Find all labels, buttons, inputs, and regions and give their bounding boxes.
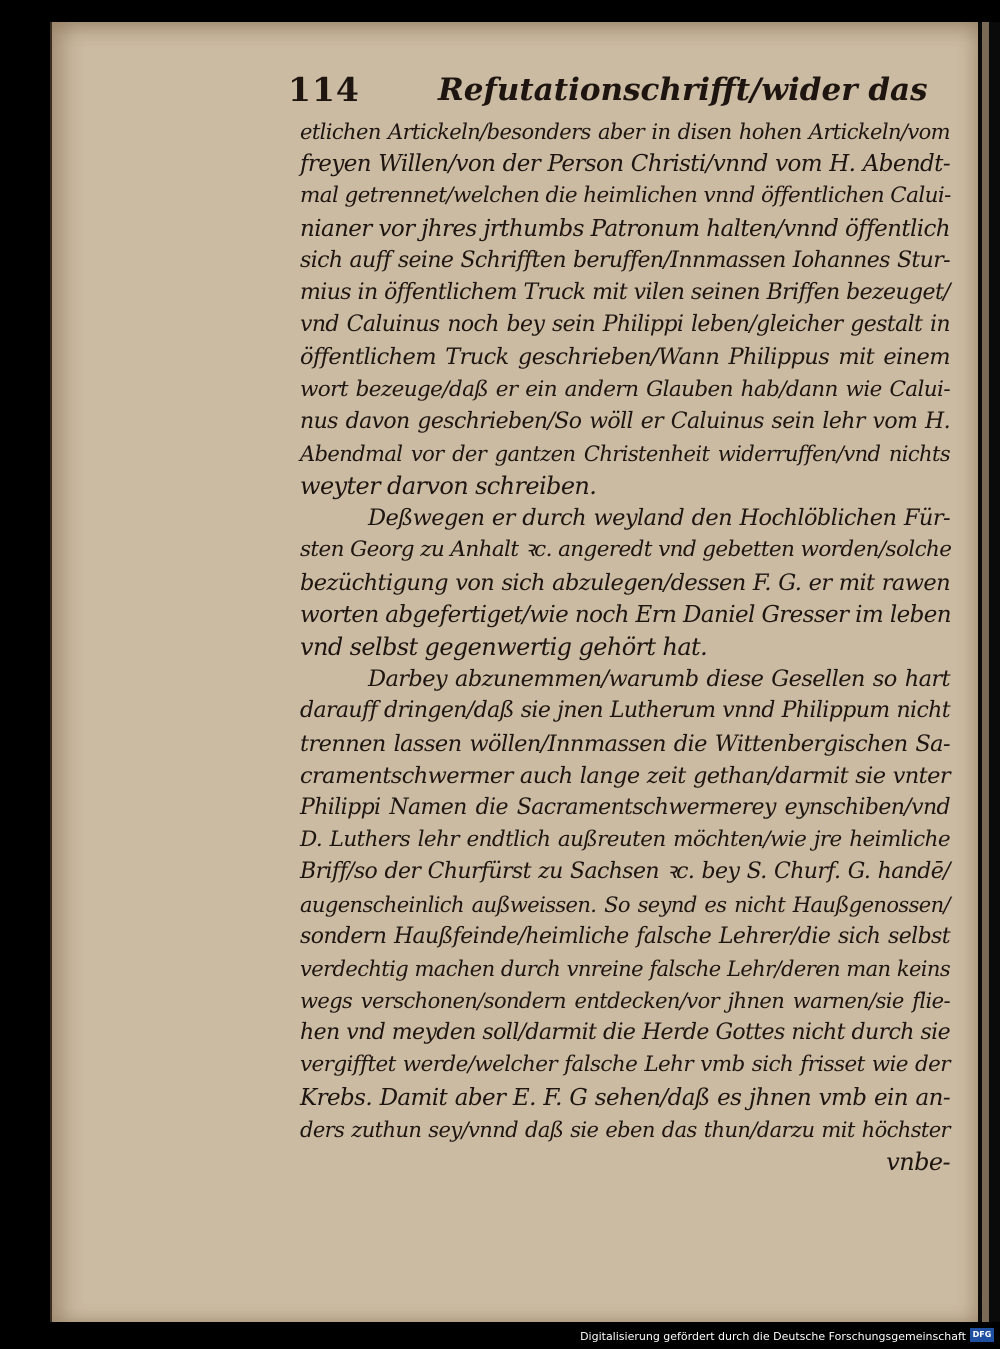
text-line: Philippi Namen die Sacramentschwermerey eynschiben/vnd bbox=[300, 794, 950, 820]
catchword: vnbe- bbox=[886, 1148, 950, 1176]
text-line: wegs verschonen/sondern entdecken/vor jhnen warnen/sie flie- bbox=[300, 989, 950, 1014]
page-number: 114 bbox=[288, 70, 360, 109]
text-line: Krebs. Damit aber E. F. G sehen/daß es jhnen vmb ein an- bbox=[300, 1084, 950, 1111]
text-line: öffentlichem Truck geschrieben/Wann Philippus mit einem bbox=[300, 344, 950, 371]
text-line: weyter darvon schreiben. bbox=[300, 472, 597, 501]
text-line: sondern Haußfeinde/heimliche falsche Lehrer/die sich selbst bbox=[300, 923, 950, 949]
text-line: sich auff seine Schrifften beruffen/Innmassen Iohannes Stur- bbox=[300, 247, 950, 273]
text-line: Briff/so der Churfürst zu Sachsen ꝛc. bey S. Churf. G. handē/ bbox=[300, 859, 950, 885]
book-edge bbox=[978, 22, 1000, 1322]
text-line: nianer vor jhres jrthumbs Patronum halten/vnnd öffentlich bbox=[300, 215, 950, 242]
text-line: sten Georg zu Anhalt ꝛc. angeredt vnd gebetten worden/solche bbox=[300, 537, 952, 563]
text-line: mal getrennet/welchen die heimlichen vnnd öffentlichen Calui- bbox=[300, 183, 951, 209]
text-line: Abendmal vor der gantzen Christenheit widerruffen/vnd nichts bbox=[300, 441, 950, 466]
text-line: Darbey abzunemmen/warumb diese Gesellen so hart bbox=[368, 666, 950, 693]
body-text bbox=[300, 116, 950, 1178]
text-line: vnd Caluinus noch bey sein Philippi leben/gleicher gestalt in bbox=[300, 312, 950, 338]
text-line: nus davon geschrieben/So wöll er Caluinus sein lehr vom H. bbox=[300, 408, 950, 434]
text-line: worten abgefertiget/wie noch Ern Daniel Gresser im leben bbox=[300, 601, 951, 628]
text-line: trennen lassen wöllen/Innmassen die Wittenbergischen Sa- bbox=[300, 730, 950, 757]
text-line: vnd selbst gegenwertig gehört hat. bbox=[300, 633, 708, 661]
text-line: D. Luthers lehr endtlich außreuten möchten/wie jre heimliche bbox=[300, 827, 950, 853]
text-line: verdechtig machen durch vnreine falsche Lehr/deren man keins bbox=[300, 956, 950, 981]
running-title: Refutationschrifft/wider das bbox=[438, 72, 928, 108]
text-line: vergifftet werde/welcher falsche Lehr vmb sich frisset wie der bbox=[300, 1052, 950, 1078]
text-line: etlichen Artickeln/besonders aber in disen hohen Artickeln/vom bbox=[300, 120, 950, 144]
text-line: hen vnd meyden soll/darmit die Herde Gottes nicht durch sie bbox=[300, 1020, 950, 1046]
text-line: darauff dringen/daß sie jnen Lutherum vnnd Philippum nicht bbox=[300, 698, 950, 724]
dfg-logo: DFG bbox=[970, 1328, 994, 1342]
text-line: wort bezeuge/daß er ein andern Glauben hab/dann wie Calui- bbox=[300, 376, 950, 402]
text-line: cramentschwermer auch lange zeit gethan/darmit sie vnter bbox=[300, 762, 950, 789]
text-line: bezüchtigung von sich abzulegen/dessen F. G. er mit rawen bbox=[300, 569, 950, 596]
text-line: augenscheinlich außweissen. So seynd es nicht Haußgenossen/ bbox=[300, 892, 950, 917]
text-line: Deßwegen er durch weyland den Hochlöblichen Für- bbox=[368, 505, 950, 532]
text-line: freyen Willen/von der Person Christi/vnnd vom H. Abendt- bbox=[300, 151, 950, 178]
text-line: mius in öffentlichem Truck mit vilen seinen Briffen bezeuget/ bbox=[300, 279, 950, 305]
footer-credit: Digitalisierung gefördert durch die Deutsche Forschungsgemeinschaft bbox=[580, 1330, 966, 1343]
footer-bar bbox=[0, 1322, 1000, 1349]
text-line: ders zuthun sey/vnnd daß sie eben das thun/darzu mit höchster bbox=[300, 1117, 950, 1142]
